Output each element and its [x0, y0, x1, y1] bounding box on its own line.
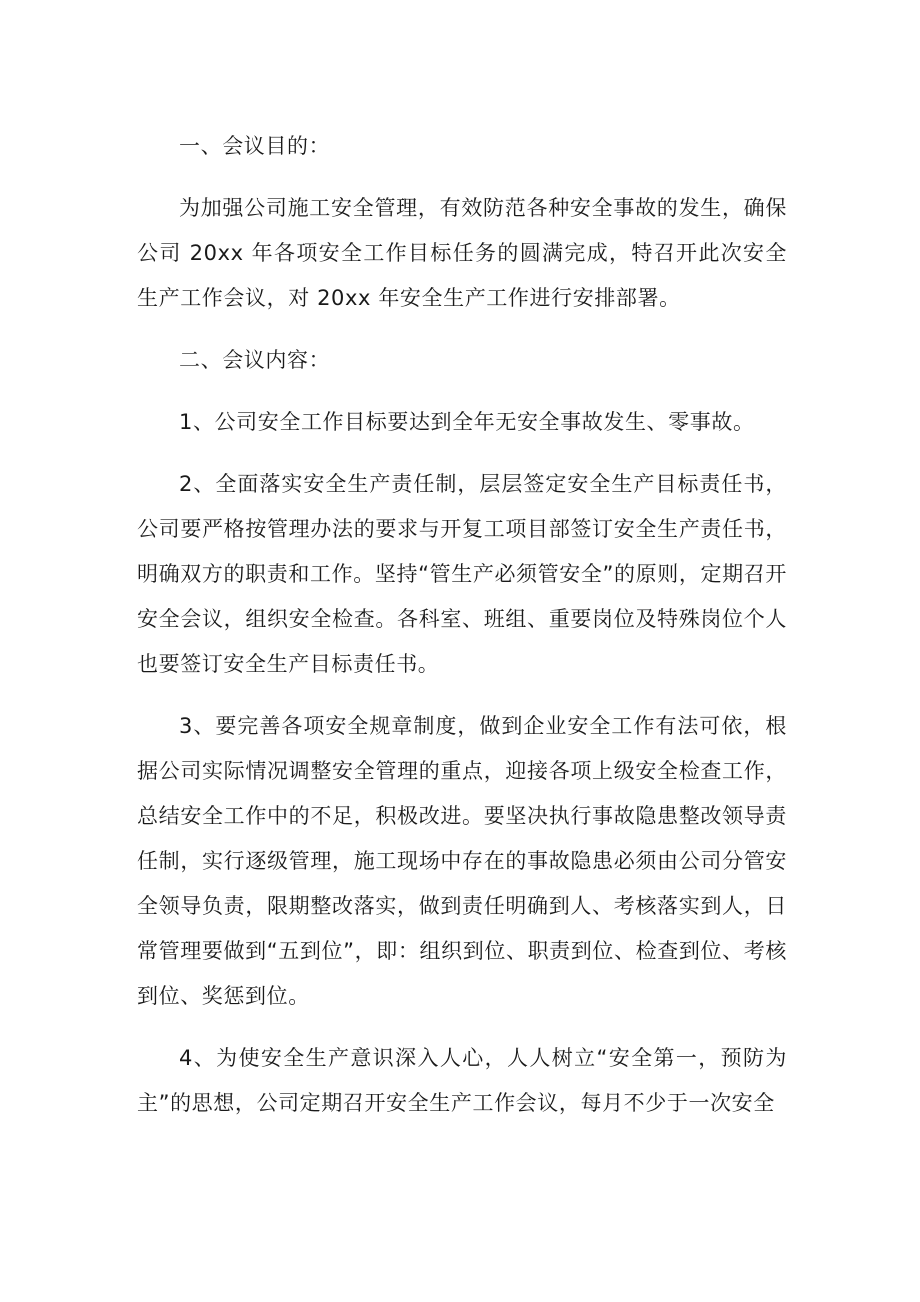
section-heading-content: 二、会议内容： [179, 348, 331, 372]
content-item-2: 2、全面落实安全生产责任制，层层签定安全生产目标责任书，公司要严格按管理办法的要求与开复工项目部签订安全生产责任书，明确双方的职责和工作。坚持“管生产必须管安全”的原则，定期召开安全会议，组织安全检查。各科室、班组、重要岗位及特殊岗位个人也要签订安全生产目标责任书。 [137, 472, 787, 676]
section-heading-purpose: 一、会议目的： [179, 134, 331, 158]
purpose-paragraph: 为加强公司施工安全管理，有效防范各种安全事故的发生，确保公司 20xx 年各项安全工作目标任务的圆满完成，特召开此次安全生产工作会议，对 20xx 年安全生产工作进行安排部署。 [137, 196, 787, 310]
content-item-3: 3、要完善各项安全规章制度，做到企业安全工作有法可依，根据公司实际情况调整安全管理的重点，迎接各项上级安全检查工作，总结安全工作中的不足，积极改进。要坚决执行事故隐患整改领导责任制，实行逐级管理，施工现场中存在的事故隐患必须由公司分管安全领导负责，限期整改落实，做到责任明确到人、考核落实到人，日常管理要做到“五到位”，即：组织到位、职责到位、检查到位、考核到位、奖惩到位。 [137, 714, 787, 1008]
content-item-1: 1、公司安全工作目标要达到全年无安全事故发生、零事故。 [179, 410, 755, 434]
document-body [137, 124, 787, 1143]
content-item-4: 4、为使安全生产意识深入人心，人人树立“安全第一，预防为主”的思想，公司定期召开安全生产工作会议，每月不少于一次安全 [137, 1046, 787, 1115]
